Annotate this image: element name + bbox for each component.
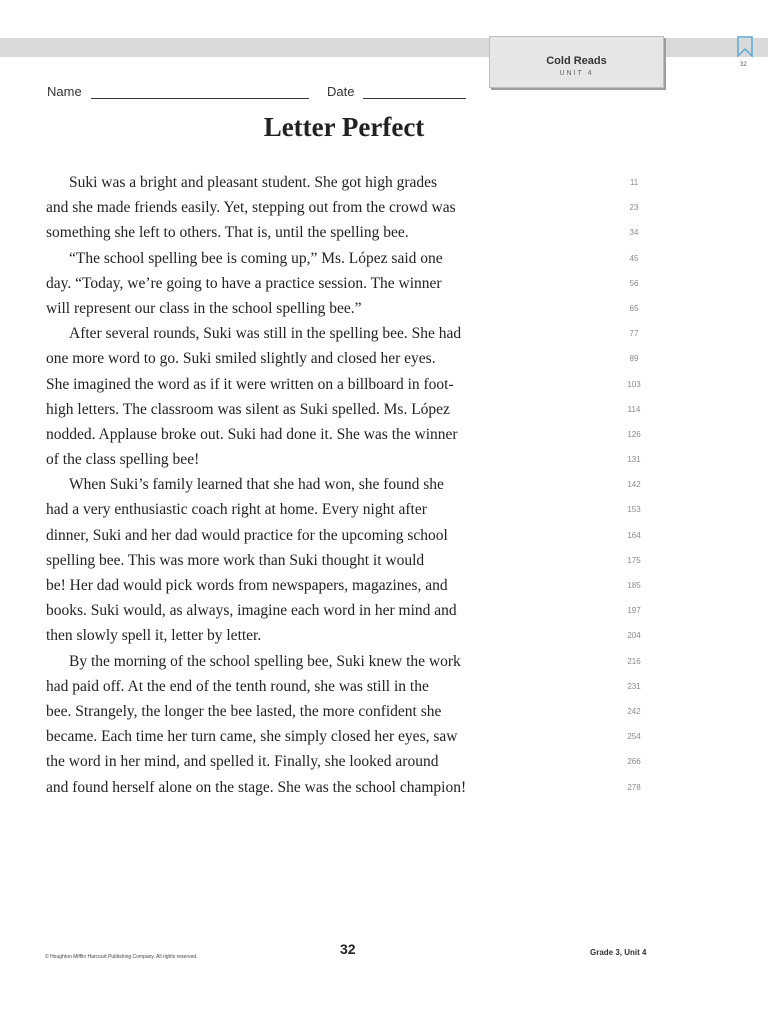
passage-text: had paid off. At the end of the tenth round, she was still in the (46, 677, 429, 695)
bookmark-icon[interactable] (736, 36, 754, 58)
name-label: Name (47, 84, 82, 99)
date-field[interactable] (363, 98, 466, 99)
passage-line (46, 598, 646, 623)
passage-text: spelling bee. This was more work than Suki thought it would (46, 551, 425, 569)
passage-line (46, 649, 646, 674)
page-number: 32 (340, 941, 356, 957)
copyright-notice: © Houghton Mifflin Harcourt Publishing Company. All rights reserved. (45, 954, 198, 960)
passage-text: After several rounds, Suki was still in the spelling bee. She had (69, 325, 462, 343)
passage-text: books. Suki would, as always, imagine each word in her mind and (46, 602, 457, 620)
passage-line (46, 246, 646, 271)
word-count: 131 (627, 455, 641, 465)
passage-line (46, 573, 646, 598)
corner-page-number: 32 (740, 62, 747, 68)
word-count: 231 (627, 681, 641, 691)
passage-text: high letters. The classroom was silent as Suki spelled. Ms. López (46, 400, 450, 418)
passage-line (46, 623, 646, 648)
passage-text: and she made friends easily. Yet, stepping out from the crowd was (46, 199, 456, 217)
word-count: 77 (629, 329, 639, 339)
passage-text: By the morning of the school spelling bee, Suki knew the work (69, 652, 461, 670)
page-title: Letter Perfect (263, 112, 425, 142)
word-count: 278 (627, 782, 641, 792)
passage-line (46, 170, 646, 195)
word-count: 175 (627, 555, 641, 565)
passage-line (46, 271, 646, 296)
passage-line (46, 346, 646, 371)
passage-line (46, 195, 646, 220)
passage-text: something she left to others. That is, until the spelling bee. (46, 224, 409, 242)
passage-text: one more word to go. Suki smiled slightly and closed her eyes. (46, 350, 436, 368)
word-count: 114 (627, 404, 641, 414)
passage-text: of the class spelling bee! (46, 451, 200, 469)
passage (46, 170, 646, 800)
date-label: Date (327, 84, 355, 99)
word-count: 34 (629, 228, 639, 238)
passage-text: be! Her dad would pick words from newspapers, magazines, and (46, 577, 448, 594)
word-count: 45 (629, 253, 639, 263)
word-count: 216 (627, 656, 641, 666)
passage-line (46, 523, 646, 548)
word-count: 126 (627, 429, 641, 439)
passage-line (46, 724, 646, 749)
passage-line (46, 422, 646, 447)
passage-line (46, 397, 646, 422)
word-count: 164 (627, 530, 641, 540)
section-subtitle: UNIT 4 (559, 70, 594, 77)
passage-text: nodded. Applause broke out. Suki had done it. She was the winner (46, 425, 458, 443)
word-count: 204 (627, 631, 641, 641)
passage-text: bee. Strangely, the longer the bee lasted, the more confident she (46, 702, 442, 720)
word-count: 103 (627, 379, 641, 389)
passage-line (46, 372, 646, 397)
passage-line (46, 775, 646, 800)
word-count: 266 (627, 757, 641, 767)
passage-line (46, 472, 646, 497)
passage-text: day. “Today, we’re going to have a practice session. The winner (46, 274, 442, 292)
passage-text: When Suki’s family learned that she had won, she found she (69, 476, 444, 494)
passage-line (46, 497, 646, 522)
passage-line (46, 699, 646, 724)
word-count: 142 (627, 480, 641, 490)
word-count: 242 (627, 706, 641, 716)
word-count: 23 (629, 203, 639, 213)
word-count: 56 (629, 278, 639, 288)
word-count: 185 (627, 581, 641, 590)
passage-line (46, 749, 646, 774)
name-field[interactable] (91, 98, 309, 99)
passage-text: had a very enthusiastic coach right at home. Every night after (46, 501, 427, 519)
passage-text: then slowly spell it, letter by letter. (46, 627, 262, 645)
passage-text: She imagined the word as if it were written on a billboard in foot- (46, 375, 454, 393)
word-count: 254 (627, 732, 641, 742)
passage-text: became. Each time her turn came, she simply closed her eyes, saw (46, 728, 458, 746)
word-count: 89 (629, 354, 639, 364)
passage-line (46, 321, 646, 346)
passage-line (46, 674, 646, 699)
passage-text: and found herself alone on the stage. She was the school champion! (46, 778, 467, 796)
section-tab (489, 36, 664, 88)
passage-line (46, 447, 646, 472)
word-count: 153 (627, 505, 641, 515)
grade-unit-label: Grade 3, Unit 4 (590, 948, 647, 957)
passage-text: Suki was a bright and pleasant student. She got high grades (69, 174, 438, 191)
passage-text: dinner, Suki and her dad would practice for the upcoming school (46, 526, 448, 544)
word-count: 197 (627, 606, 641, 616)
word-count: 65 (629, 303, 639, 313)
passage-line (46, 548, 646, 573)
passage-line (46, 220, 646, 245)
passage-text: the word in her mind, and spelled it. Finally, she looked around (46, 753, 439, 771)
passage-text: “The school spelling bee is coming up,” Ms. López said one (69, 249, 443, 267)
section-title: Cold Reads (546, 55, 607, 67)
passage-line (46, 296, 646, 321)
passage-text: will represent our class in the school spelling bee.” (46, 299, 362, 317)
word-count: 11 (629, 178, 639, 187)
